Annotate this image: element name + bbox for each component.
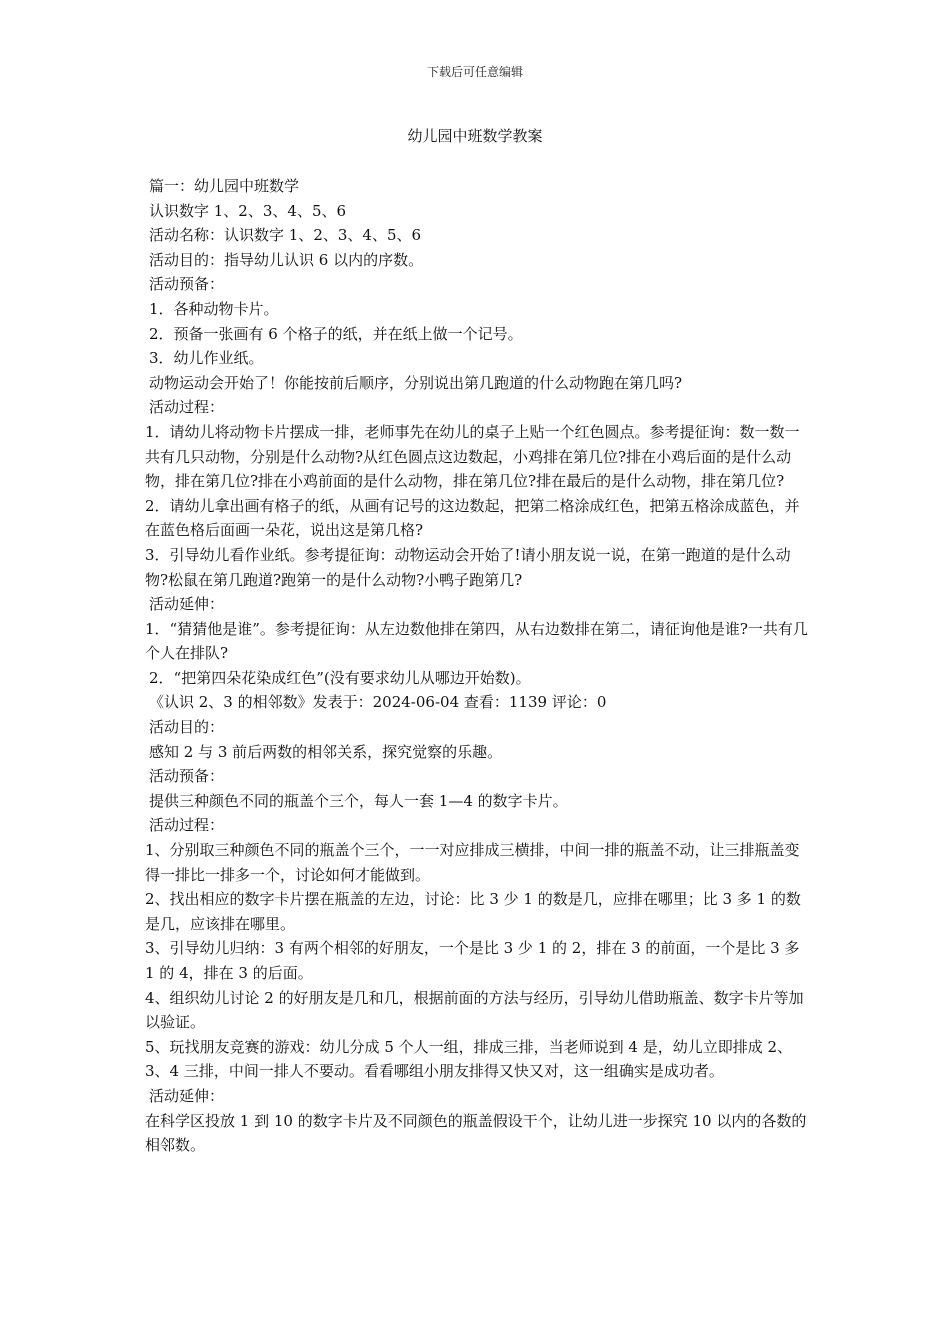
paragraph: 3．幼儿作业纸。 — [149, 349, 264, 368]
paragraph: 动物运动会开始了！你能按前后顺序，分别说出第几跑道的什么动物跑在第几吗? — [149, 373, 683, 392]
paragraph: 在科学区投放 1 到 10 的数字卡片及不同颜色的瓶盖假设干个，让幼儿进一步探究 10 以内的各数的相邻数。 — [145, 1111, 807, 1155]
document-title: 幼儿园中班数学教案 — [407, 127, 543, 145]
paragraph: 3、引导幼儿归纳：3 有两个相邻的好朋友，一个是比 3 少 1 的 2，排在 3 的前面，一个是比 3 多 1 的 4，排在 3 的后面。 — [145, 939, 800, 982]
paragraph: 2、找出相应的数字卡片摆在瓶盖的左边，讨论：比 3 少 1 的数是几，应排在哪里；比 3 多 1 的数是几，应该排在哪里。 — [145, 890, 801, 933]
page-header: 下载后可任意编辑 — [426, 65, 523, 79]
paragraph: 2．“把第四朵花染成红色”(没有要求幼儿从哪边开始数)。 — [149, 668, 531, 687]
paragraph: 1．请幼儿将动物卡片摆成一排，老师事先在幼儿的桌子上贴一个红色圆点。参考提征询：数一数一共有几只动物，分别是什么动物?从红色圆点这边数起，小鸡排在第几位?排在小鸡后面的是什么动物，排在第几位?排在小鸡前面的是什么动物，排在第几位?排在最后的是什么动物，排在第几位? — [145, 422, 800, 491]
paragraph: 4、组织幼儿讨论 2 的好朋友是几和几，根据前面的方法与经历，引导幼儿借助瓶盖、数字卡片等加以验证。 — [145, 988, 804, 1032]
paragraph: 提供三种颜色不同的瓶盖个三个，每人一套 1—4 的数字卡片。 — [149, 791, 568, 810]
paragraph: 活动过程： — [149, 398, 225, 417]
paragraph: 3．引导幼儿看作业纸。参考提征询：动物运动会开始了!请小朋友说一说，在第一跑道的是什么动物?松鼠在第几跑道?跑第一的是什么动物?小鸭子跑第几? — [145, 545, 791, 589]
paragraph: 1、分别取三种颜色不同的瓶盖个三个，一一对应排成三横排，中间一排的瓶盖不动，让三排瓶盖变得一排比一排多一个，讨论如何才能做到。 — [145, 841, 800, 884]
paragraph: 活动延伸： — [149, 595, 225, 614]
paragraph: 活动预备： — [149, 767, 225, 786]
paragraph: 感知 2 与 3 前后两数的相邻关系，探究觉察的乐趣。 — [149, 742, 503, 761]
paragraph: 1．“猜猜他是谁”。参考提征询：从左边数他排在第四，从右边数排在第二，请征询他是谁?一共有几个人在排队? — [145, 619, 808, 663]
section-heading: 篇一：幼儿园中班数学 — [149, 177, 300, 195]
paragraph: 2．预备一张画有 6 个格子的纸，并在纸上做一个记号。 — [149, 324, 523, 343]
paragraph: 2．请幼儿拿出画有格子的纸，从画有记号的这边数起，把第二格涂成红色，把第五格涂成蓝色，并在蓝色格后面画一朵花，说出这是第几格? — [145, 496, 800, 540]
paragraph: 活动目的：指导幼儿认识 6 以内的序数。 — [149, 250, 424, 269]
paragraph: 1．各种动物卡片。 — [149, 299, 279, 318]
paragraph: 5、玩找朋友竞赛的游戏：幼儿分成 5 个人一组，排成三排，当老师说到 4 是，幼儿立即排成 2、3、4 三排，中间一排人不要动。看看哪组小朋友排得又快又对，这一组确实是成功者。 — [145, 1037, 793, 1081]
paragraph: 活动预备： — [149, 275, 225, 294]
paragraph: 活动目的： — [149, 718, 225, 737]
paragraph: 《认识 2、3 的相邻数》发表于：2024-06-04 查看：1139 评论：0 — [149, 693, 607, 712]
document-body — [145, 174, 810, 1158]
paragraph: 活动名称：认识数字 1、2、3、4、5、6 — [149, 226, 422, 245]
paragraph: 活动延伸： — [149, 1086, 225, 1105]
paragraph: 活动过程： — [149, 816, 225, 835]
paragraph: 认识数字 1、2、3、4、5、6 — [149, 201, 347, 220]
